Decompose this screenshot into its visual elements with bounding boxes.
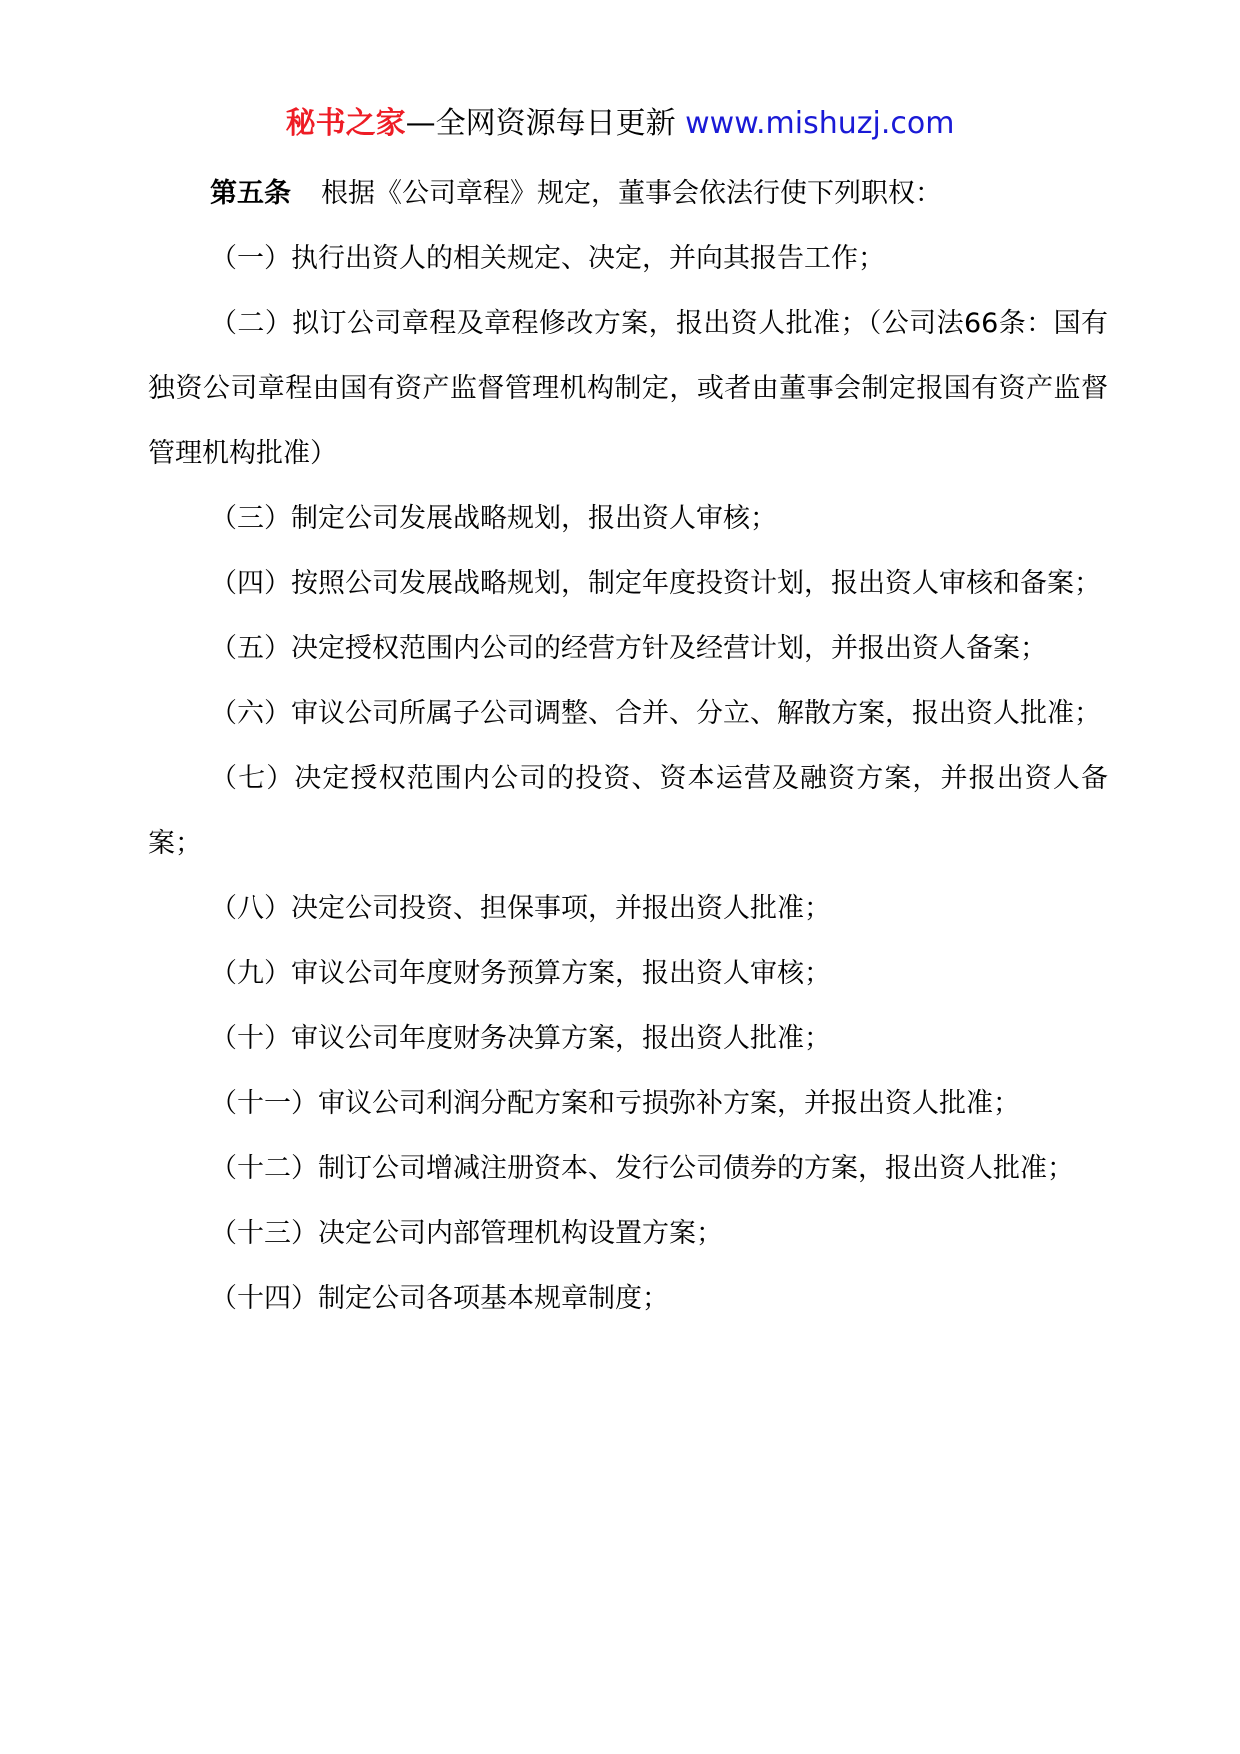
duty-item-13: （十三）决定公司内部管理机构设置方案； — [210, 1218, 723, 1249]
duty-item-6: （六）审议公司所属子公司调整、合并、分立、解散方案，报出资人批准； — [210, 698, 1101, 729]
duty-item-7: （七）决定授权范围内公司的投资、资本运营及融资方案，并报出资人备案； — [148, 763, 1108, 859]
duty-item-12: （十二）制订公司增减注册资本、发行公司债券的方案，报出资人批准； — [210, 1153, 1074, 1184]
duty-item-8: （八）决定公司投资、担保事项，并报出资人批准； — [210, 893, 831, 924]
header-tagline: —全网资源每日更新 — [405, 106, 676, 141]
duty-item-2: （二）拟订公司章程及章程修改方案，报出资人批准；（公司法66条：国有独资公司章程由国有资产监督管理机构制定，或者由董事会制定报国有资产监督管理机构批准） — [148, 308, 1108, 469]
article-heading — [148, 161, 1108, 226]
duty-item-9: （九）审议公司年度财务预算方案，报出资人审核； — [210, 958, 831, 989]
duty-item-11: （十一）审议公司利润分配方案和亏损弥补方案，并报出资人批准； — [210, 1088, 1020, 1119]
duty-item-1: （一）执行出资人的相关规定、决定，并向其报告工作； — [210, 243, 885, 274]
article-body — [148, 161, 1108, 1331]
site-header — [0, 102, 1240, 146]
site-url-link[interactable]: www.mishuzj.com — [685, 106, 955, 141]
brand-name: 秘书之家 — [285, 106, 406, 141]
duty-item-10: （十）审议公司年度财务决算方案，报出资人批准； — [210, 1023, 831, 1054]
article-intro: 根据《公司章程》规定，董事会依法行使下列职权： — [321, 178, 942, 209]
duty-item-5: （五）决定授权范围内公司的经营方针及经营计划，并报出资人备案； — [210, 633, 1047, 664]
duty-item-14: （十四）制定公司各项基本规章制度； — [210, 1283, 669, 1314]
article-number: 第五条 — [210, 178, 291, 209]
duty-item-3: （三）制定公司发展战略规划，报出资人审核； — [210, 503, 777, 534]
duty-item-4: （四）按照公司发展战略规划，制定年度投资计划，报出资人审核和备案； — [210, 568, 1101, 599]
